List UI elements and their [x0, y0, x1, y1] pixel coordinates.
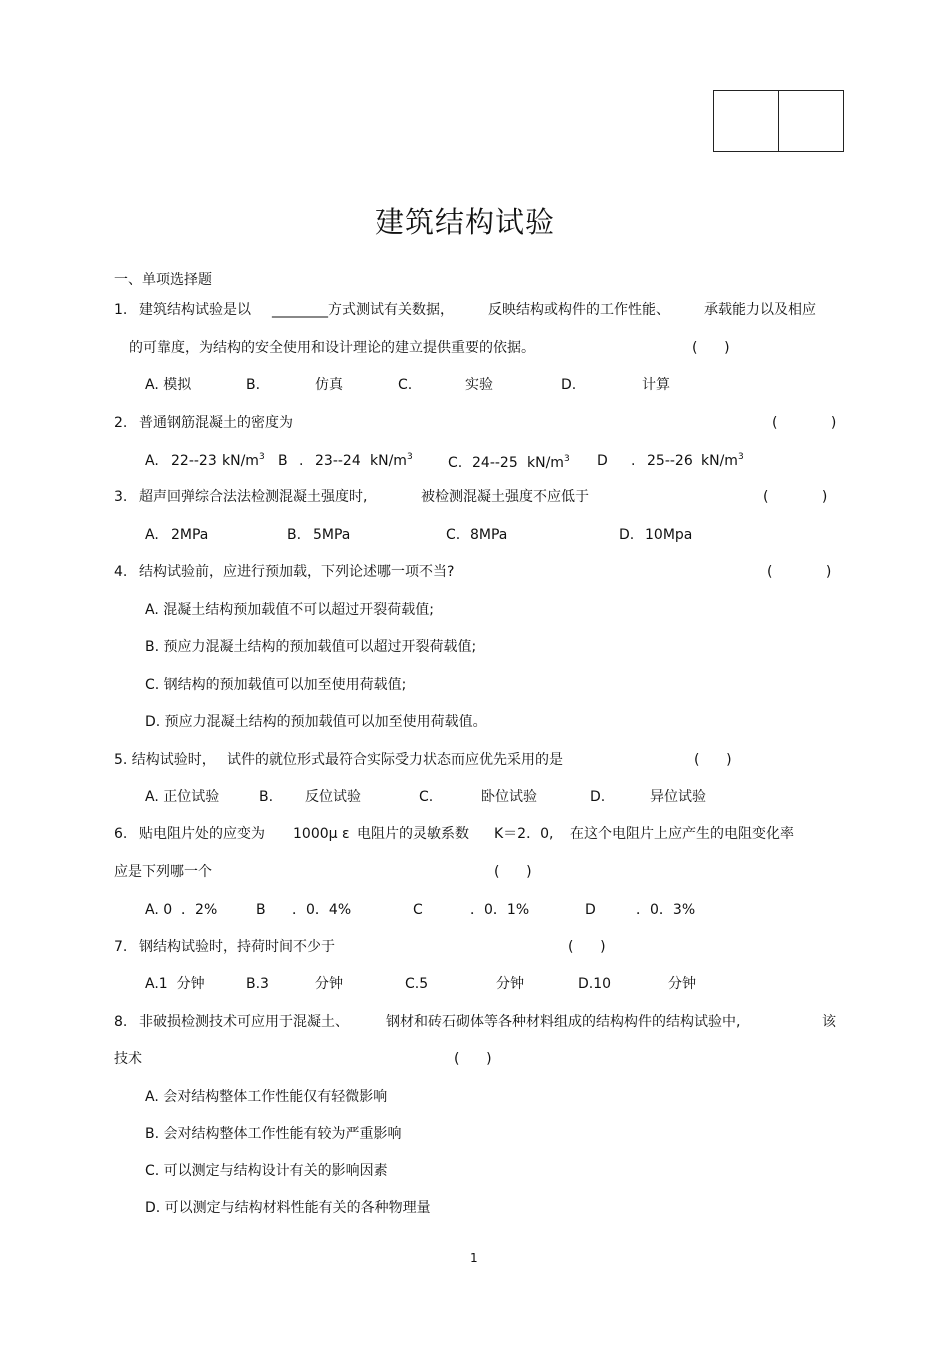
option-b: B. 会对结构整体工作性能有较为严重影响: [145, 1126, 402, 1142]
option-d: D. 预应力混凝土结构的预加载值可以加至使用荷载值。: [145, 714, 487, 730]
option-a-label: A.: [145, 527, 159, 543]
question-text: 承载能力以及相应: [704, 302, 816, 318]
question-text: 超声回弹综合法法检测混凝土强度时,: [139, 489, 368, 505]
option-d-label: D.: [561, 377, 577, 393]
option-d-label: D: [585, 902, 596, 918]
question-text: K＝2．0,: [494, 826, 554, 842]
question-text: 普通钢筋混凝土的密度为: [139, 415, 293, 431]
score-cell: [778, 91, 843, 151]
answer-paren: ( ): [568, 939, 606, 955]
answer-paren: ( ): [692, 340, 730, 356]
question-text: 被检测混凝土强度不应低于: [421, 489, 589, 505]
question-text: 钢结构试验时，持荷时间不少于: [139, 939, 335, 955]
option-b: 仿真: [315, 377, 343, 393]
option-d: 计算: [642, 377, 670, 393]
option-a: 2MPa: [171, 527, 209, 543]
option-c: 8MPa: [470, 527, 508, 543]
question-text: 建筑结构试验是以: [139, 302, 251, 318]
question-text: 贴电阻片处的应变为: [139, 826, 265, 842]
question-number: 7.: [114, 939, 128, 955]
option-c-unit: $kN/m^3$: [527, 454, 570, 471]
option-c: 分钟: [496, 976, 524, 992]
question-number: 8.: [114, 1014, 128, 1030]
question-text: 钢材和砖石砌体等各种材料组成的结构构件的结构试验中,: [386, 1014, 741, 1030]
option-d: D. 可以测定与结构材料性能有关的各种物理量: [145, 1200, 431, 1216]
option-b-unit: $kN/m^3$: [370, 452, 413, 469]
question-text: 非破损检测技术可应用于混凝土、: [139, 1014, 349, 1030]
question-text: 电阻片的灵敏系数: [357, 826, 469, 842]
option-d-label: D: [597, 453, 608, 469]
question-text: ________方式测试有关数据，: [272, 302, 454, 318]
score-cell: [714, 91, 778, 151]
answer-paren: ( ): [767, 564, 832, 580]
option-d: 10Mpa: [645, 527, 693, 543]
option-a: A. 混凝土结构预加载值不可以超过开裂荷载值;: [145, 602, 434, 618]
option-b-sep: .: [299, 453, 304, 469]
document-title: 建筑结构试验: [374, 205, 555, 239]
option-d: 异位试验: [650, 789, 706, 805]
question-text: 结构试验前，应进行预加载，下列论述哪一项不当?: [139, 564, 455, 580]
option-c-label: C.: [448, 455, 463, 471]
option-c-label: C.5: [405, 976, 429, 992]
question-number: 4.: [114, 564, 128, 580]
question-text: 技术: [114, 1051, 142, 1067]
option-c: C. 钢结构的预加载值可以加至使用荷载值;: [145, 677, 407, 693]
option-d-label: D.: [590, 789, 606, 805]
option-d-value: 25--26: [647, 453, 693, 469]
answer-paren: ( ): [772, 415, 837, 431]
question-text: 在这个电阻片上应产生的电阻变化率: [570, 826, 794, 842]
option-c-label: C: [413, 902, 423, 918]
option-a-unit: $kN/m^3$: [222, 452, 265, 469]
option-a-label: A.: [145, 453, 159, 469]
option-d-label: D.10: [578, 976, 612, 992]
answer-paren: ( ): [454, 1051, 492, 1067]
question-number: 2.: [114, 415, 128, 431]
question-text: 的可靠度，为结构的安全使用和设计理论的建立提供重要的依据。: [129, 340, 535, 356]
option-a: A.1 分钟: [145, 976, 205, 992]
score-box: [713, 90, 844, 152]
option-a: A. 模拟: [145, 377, 192, 393]
answer-paren: ( ): [694, 752, 732, 768]
question-text: 1000μ ε: [293, 826, 350, 842]
answer-paren: ( ): [763, 489, 828, 505]
option-a-value: 22--23: [171, 453, 217, 469]
question-text: 应是下列哪一个: [114, 864, 212, 880]
option-c-label: C.: [446, 527, 461, 543]
option-c: C. 可以测定与结构设计有关的影响因素: [145, 1163, 388, 1179]
option-b-label: B.: [287, 527, 302, 543]
option-b-label: B.3: [246, 976, 269, 992]
option-a: A. 0 ．2%: [145, 902, 218, 918]
option-a: A. 会对结构整体工作性能仅有轻微影响: [145, 1089, 388, 1105]
option-b: ．0．4%: [292, 902, 352, 918]
option-b-label: B: [256, 902, 266, 918]
option-c-label: C.: [398, 377, 413, 393]
option-d-sep: .: [631, 453, 636, 469]
option-d-label: D.: [619, 527, 635, 543]
question-number: 6.: [114, 826, 128, 842]
option-c-label: C.: [419, 789, 434, 805]
option-c-value: 24--25: [472, 455, 518, 471]
question-text: 5. 结构试验时，: [114, 752, 216, 768]
option-b-label: B.: [246, 377, 261, 393]
page-number: 1: [470, 1251, 478, 1265]
option-c: 实验: [465, 377, 493, 393]
option-c: ．0．1%: [470, 902, 530, 918]
answer-paren: ( ): [494, 864, 532, 880]
option-b: B. 预应力混凝土结构的预加载值可以超过开裂荷载值;: [145, 639, 477, 655]
option-b: 5MPa: [313, 527, 351, 543]
option-b: 反位试验: [305, 789, 361, 805]
option-b-label: B: [278, 453, 288, 469]
question-number: 3.: [114, 489, 128, 505]
question-text: 反映结构或构件的工作性能、: [488, 302, 670, 318]
option-a: A. 正位试验: [145, 789, 220, 805]
option-b-label: B.: [259, 789, 274, 805]
question-text: 该: [822, 1014, 836, 1030]
question-number: 1.: [114, 302, 128, 318]
option-b: 分钟: [315, 976, 343, 992]
question-text: 试件的就位形式最符合实际受力状态而应优先采用的是: [227, 752, 563, 768]
section-heading: 一、单项选择题: [114, 272, 212, 288]
option-d-unit: $kN/m^3$: [701, 452, 744, 469]
option-d: 分钟: [668, 976, 696, 992]
option-c: 卧位试验: [481, 789, 537, 805]
option-b-value: 23--24: [315, 453, 361, 469]
option-d: ．0．3%: [636, 902, 696, 918]
